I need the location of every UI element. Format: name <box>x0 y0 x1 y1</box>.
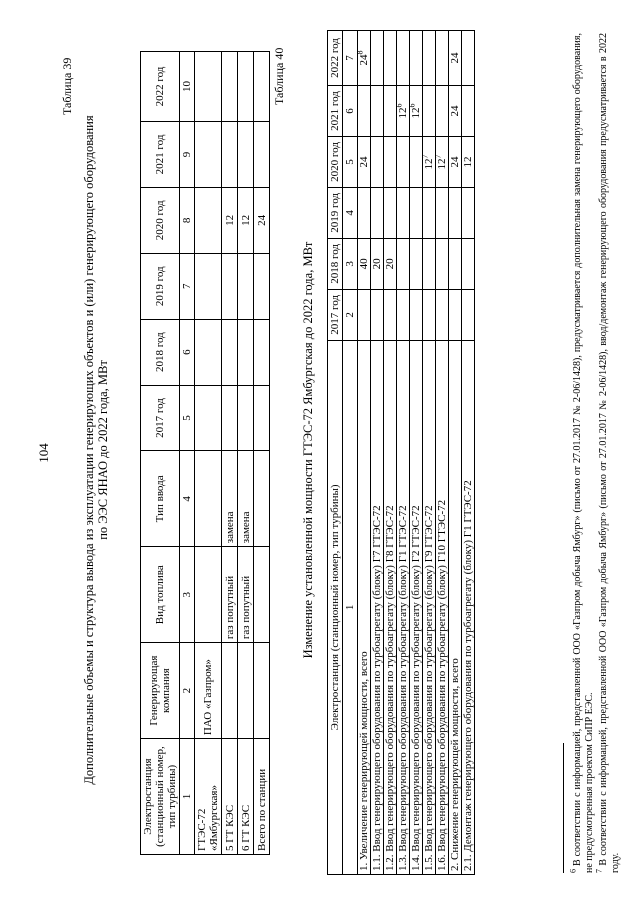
table40-cell-name <box>371 340 384 874</box>
table39-cell-type <box>195 451 222 547</box>
table39-header-2021: 2021 год <box>141 121 180 187</box>
table40-cell-y2020 <box>420 136 436 187</box>
table40-cell-y2021 <box>394 86 410 137</box>
colnum: 2 <box>343 289 358 340</box>
table40-header-station: Электростанция (станционный номер, тип турбины) <box>328 340 343 874</box>
colnum: 7 <box>343 31 358 86</box>
table40-header-row <box>328 31 343 875</box>
footnote-ref: 6 <box>407 103 417 108</box>
table40-cell-y2018 <box>436 238 449 289</box>
colnum: 9 <box>180 121 195 187</box>
table-row <box>384 31 397 875</box>
table40-header-2021: 2021 год <box>328 86 343 137</box>
table39-cell-company <box>222 643 238 739</box>
table40-cell-y2022 <box>436 31 449 86</box>
cell-value: 2. Снижение генерирующей мощности, всего <box>449 658 461 871</box>
cell-value: 24 <box>449 156 461 168</box>
table39-cell-y2020: 12 <box>222 187 238 253</box>
footnote-ref: 7 <box>433 154 443 159</box>
colnum: 6 <box>343 86 358 137</box>
cell-value: 20 <box>371 258 383 270</box>
table39-cell-fuel: газ попутный <box>222 547 238 643</box>
table40-cell-y2020 <box>371 136 384 187</box>
table40-cell-y2017 <box>436 289 449 340</box>
table39-cell-y2022 <box>254 52 270 122</box>
table39-label: Таблица 39 <box>60 57 74 115</box>
table-row <box>254 52 270 855</box>
table40-cell-y2021 <box>436 86 449 137</box>
table40-cell-name <box>358 340 371 874</box>
table40-cell-y2019 <box>358 187 371 238</box>
table39-cell-company <box>238 643 254 739</box>
table40-cell-y2021 <box>384 86 397 137</box>
colnum: 1 <box>343 340 358 874</box>
table39-cell-y2017 <box>195 385 222 451</box>
table39-header-fuel: Вид топлива <box>141 547 180 643</box>
cell-value: 2.1. Демонтаж генерирующего оборудования по турбоагрегату (блоку) Г1 ГТЭС-72 <box>462 480 474 871</box>
table39-cell-y2019 <box>195 253 222 319</box>
table-row <box>238 52 254 855</box>
table40-cell-y2022 <box>371 31 384 86</box>
table40-cell-y2018 <box>449 238 462 289</box>
colnum: 3 <box>343 238 358 289</box>
table40-cell-y2020 <box>410 136 423 187</box>
table39-cell-y2019 <box>254 253 270 319</box>
table40-cell-y2020 <box>449 136 462 187</box>
table40 <box>327 30 475 875</box>
table39-cell-y2017 <box>222 385 238 451</box>
table40-cell-y2018 <box>371 238 384 289</box>
table40-cell-y2019 <box>397 187 410 238</box>
table39-cell-y2018 <box>254 319 270 385</box>
table39-cell-y2022 <box>222 52 238 122</box>
table39-header-2020: 2020 год <box>141 187 180 253</box>
table39-header-type: Тип ввода <box>141 451 180 547</box>
table40-cell-y2022 <box>449 31 462 86</box>
cell-value: 24 <box>449 105 461 117</box>
table40-header-2018: 2018 год <box>328 238 343 289</box>
cell-value: 12 <box>462 156 474 168</box>
table40-header-2022: 2022 год <box>328 31 343 86</box>
colnum: 5 <box>343 136 358 187</box>
table40-cell-y2017 <box>371 289 384 340</box>
table39-cell-y2020 <box>195 187 222 253</box>
cell-value: 40 <box>358 258 370 270</box>
footnote-ref: 7 <box>420 154 430 159</box>
footnote-mark: 7 <box>594 869 604 873</box>
table39-cell-company: ПАО «Газпром» <box>195 643 222 739</box>
table40-cell-y2019 <box>384 187 397 238</box>
table40-cell-y2021 <box>423 86 436 137</box>
table39-cell-station: 6 ГТ КЭС <box>238 739 254 855</box>
table40-cell-y2018 <box>462 238 475 289</box>
table40-cell-name <box>423 340 436 874</box>
footnote-ref: 8 <box>355 50 365 55</box>
cell-value: 12 <box>397 107 409 119</box>
table40-cell-y2021 <box>371 86 384 137</box>
colnum: 3 <box>180 547 195 643</box>
table39-cell-y2022 <box>195 52 222 122</box>
table39-cell-y2021 <box>222 121 238 187</box>
table40-header-2019: 2019 год <box>328 187 343 238</box>
table39-cell-y2019 <box>238 253 254 319</box>
table39-header-2017: 2017 год <box>141 385 180 451</box>
table40-cell-y2018 <box>397 238 410 289</box>
table40-cell-y2019 <box>371 187 384 238</box>
table39-cell-type: замена <box>222 451 238 547</box>
table40-cell-name <box>462 340 475 874</box>
table40-cell-name <box>410 340 423 874</box>
table40-cell-y2017 <box>449 289 462 340</box>
table39-cell-y2021 <box>238 121 254 187</box>
colnum: 4 <box>343 187 358 238</box>
table40-cell-y2020 <box>358 136 371 187</box>
table39-cell-y2018 <box>222 319 238 385</box>
table40-cell-name <box>384 340 397 874</box>
table39-cell-fuel <box>195 547 222 643</box>
colnum: 6 <box>180 319 195 385</box>
table40-cell-y2019 <box>410 187 423 238</box>
table40-cell-y2017 <box>397 289 410 340</box>
cell-value: 12 <box>423 158 435 170</box>
table40-cell-y2018 <box>384 238 397 289</box>
table40-header-2020: 2020 год <box>328 136 343 187</box>
cell-value: 24 <box>449 52 461 64</box>
cell-value: 20 <box>384 258 396 270</box>
table39-cell-station: 5 ГТ КЭС <box>222 739 238 855</box>
table40-cell-y2019 <box>449 187 462 238</box>
footnote-6 <box>568 33 596 873</box>
table40-label: Таблица 40 <box>272 47 286 105</box>
table40-cell-y2020 <box>397 136 410 187</box>
table40-cell-y2017 <box>423 289 436 340</box>
table-row <box>222 52 238 855</box>
table40-cell-y2019 <box>462 187 475 238</box>
table39-cell-station: ГТЭС-72 «Ямбургская» <box>195 739 222 855</box>
cell-value: 12 <box>436 158 448 170</box>
table39-header-2018: 2018 год <box>141 319 180 385</box>
table39-header-station: Электростанция (станционный номер, тип турбины) <box>141 739 180 855</box>
table40-cell-y2021 <box>358 86 371 137</box>
table40-cell-y2017 <box>462 289 475 340</box>
colnum: 1 <box>180 739 195 855</box>
footnote-text: В соответствии с информацией, представленной ООО «Газпром добыча Ямбург» (письмо от 27.01.2017 № 2-06/1428), ввод/демонтаж генерирующего оборудования предусматривается в 2022 году. <box>598 32 621 873</box>
footnote-separator <box>563 743 564 873</box>
colnum: 7 <box>180 253 195 319</box>
colnum: 5 <box>180 385 195 451</box>
table39-cell-fuel: газ попутный <box>238 547 254 643</box>
table40-cell-y2018 <box>423 238 436 289</box>
table39-cell-station: Всего по станции <box>254 739 270 855</box>
footnote-text: В соответствии с информацией, представленной ООО «Газпром добыча Ямбург» (письмо от 27.01.2017 № 2-06/1428), предусматривается дополнительная замена генерирующего оборудования, не предусмотренная проектом СиПР ЕЭС. <box>572 33 595 873</box>
table40-cell-y2017 <box>410 289 423 340</box>
table39-header-row <box>141 52 180 855</box>
table40-cell-y2022 <box>355 31 371 86</box>
cell-value: 24 <box>358 54 370 66</box>
table39-cell-fuel <box>254 547 270 643</box>
page-number: 104 <box>36 443 51 463</box>
colnum: 4 <box>180 451 195 547</box>
cell-value: 1.3. Ввод генерирующего оборудования по турбоагрегату (блоку) Г1 ГТЭС-72 <box>397 505 409 871</box>
table40-cell-y2022 <box>462 31 475 86</box>
table39-cell-type <box>254 451 270 547</box>
table40-cell-y2020 <box>462 136 475 187</box>
footnote-mark: 6 <box>568 869 578 873</box>
table-row <box>436 31 449 875</box>
cell-value: 12 <box>410 107 422 119</box>
table40-cell-y2021 <box>449 86 462 137</box>
table39-cell-y2017 <box>254 385 270 451</box>
cell-value: 1. Увеличение генерирующей мощности, всего <box>358 651 370 871</box>
table39-colnum-row <box>180 52 195 855</box>
table39-cell-y2020: 24 <box>254 187 270 253</box>
cell-value: 1.4. Ввод генерирующего оборудования по турбоагрегату (блоку) Г2 ГТЭС-72 <box>410 505 422 871</box>
footnote-7 <box>594 32 622 873</box>
table40-cell-y2022 <box>410 31 423 86</box>
table40-cell-name <box>449 340 462 874</box>
table40-cell-y2021 <box>462 86 475 137</box>
table40-cell-name <box>397 340 410 874</box>
table40-cell-y2019 <box>436 187 449 238</box>
table39-cell-y2021 <box>195 121 222 187</box>
table40-cell-name <box>436 340 449 874</box>
table39-cell-y2018 <box>238 319 254 385</box>
table39-cell-y2018 <box>195 319 222 385</box>
table39-cell-y2022 <box>238 52 254 122</box>
cell-value: 1.1. Ввод генерирующего оборудования по турбоагрегату (блоку) Г7 ГТЭС-72 <box>371 505 383 871</box>
table39-cell-y2021 <box>254 121 270 187</box>
cell-value: 24 <box>358 156 370 168</box>
cell-value: 1.6. Ввод генерирующего оборудования по турбоагрегату (блоку) Г10 ГТЭС-72 <box>436 499 448 871</box>
table39-cell-y2017 <box>238 385 254 451</box>
table40-cell-y2022 <box>397 31 410 86</box>
colnum: 10 <box>180 52 195 122</box>
table40-cell-y2019 <box>423 187 436 238</box>
table-row <box>358 31 371 875</box>
table40-cell-y2020 <box>384 136 397 187</box>
table39 <box>140 51 270 855</box>
table39-cell-y2020: 12 <box>238 187 254 253</box>
table40-title: Изменение установленной мощности ГТЭС-72 Ямбургская до 2022 года, МВт <box>301 241 315 659</box>
table39-header-2022: 2022 год <box>141 52 180 122</box>
footnote-ref: 6 <box>394 103 404 108</box>
table39-cell-company <box>254 643 270 739</box>
table39-header-2019: 2019 год <box>141 253 180 319</box>
cell-value: 1.2. Ввод генерирующего оборудования по турбоагрегату (блоку) Г8 ГТЭС-72 <box>384 505 396 871</box>
table-row <box>462 31 475 875</box>
table-row <box>371 31 384 875</box>
table39-cell-type: замена <box>238 451 254 547</box>
table40-cell-y2018 <box>358 238 371 289</box>
cell-value: 1.5. Ввод генерирующего оборудования по турбоагрегату (блоку) Г9 ГТЭС-72 <box>423 505 435 871</box>
table40-colnum-row <box>343 31 358 875</box>
table40-cell-y2022 <box>423 31 436 86</box>
table40-cell-y2017 <box>358 289 371 340</box>
table40-cell-y2020 <box>433 136 449 187</box>
table-row <box>449 31 462 875</box>
table40-cell-y2022 <box>384 31 397 86</box>
table39-header-company: Генерирующая компания <box>141 643 180 739</box>
table40-cell-y2021 <box>407 86 423 137</box>
table-row <box>397 31 410 875</box>
colnum: 2 <box>180 643 195 739</box>
table-row <box>195 52 222 855</box>
table40-header-2017: 2017 год <box>328 289 343 340</box>
table39-cell-y2019 <box>222 253 238 319</box>
table40-cell-y2018 <box>410 238 423 289</box>
table40-cell-y2017 <box>384 289 397 340</box>
colnum: 8 <box>180 187 195 253</box>
table39-title: Дополнительные объемы и структура вывода из эксплуатации генерирующих объектов и (или) генерирующего оборудования по ЭЭС ЯНАО до 2022 года, МВт <box>82 115 110 785</box>
